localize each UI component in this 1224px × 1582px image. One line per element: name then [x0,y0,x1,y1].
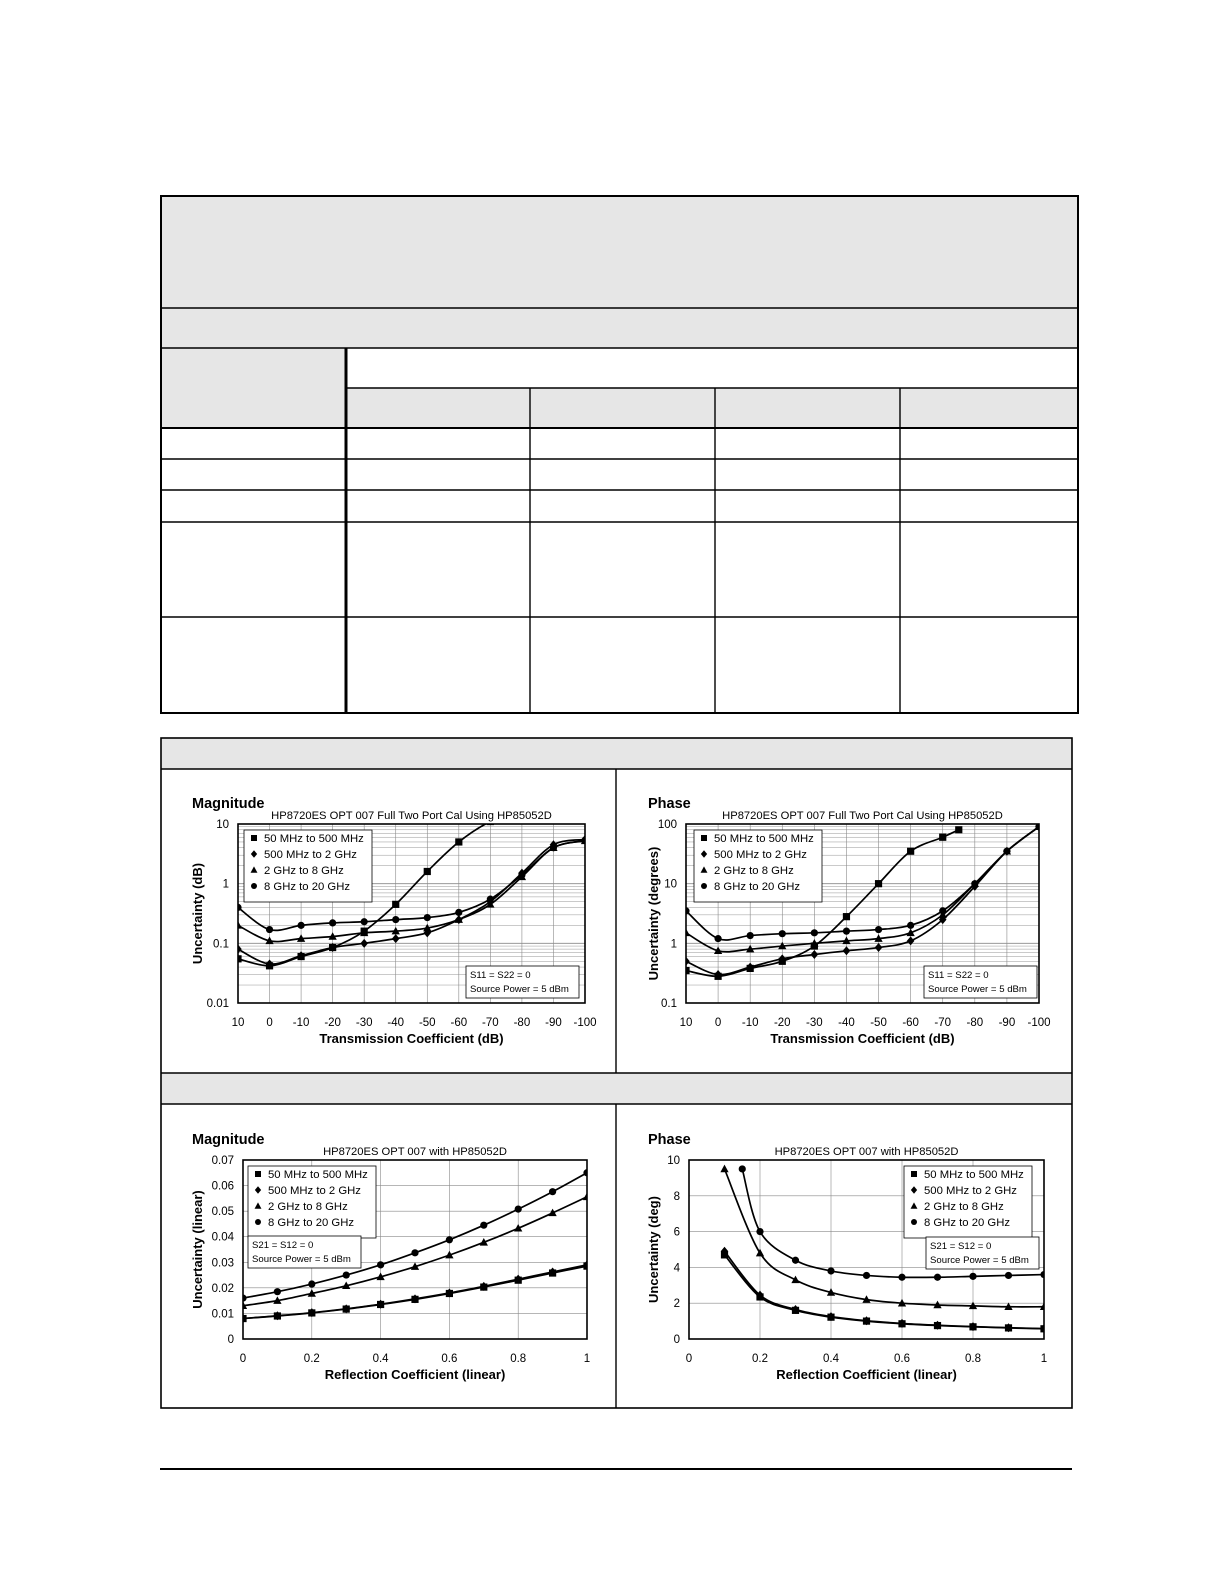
data-point [361,918,368,925]
x-tick-label: -50 [870,1017,887,1029]
legend [694,830,822,902]
annotation [466,966,579,998]
annotation-text: S11 = S22 = 0 [470,970,531,981]
chart-phase-transmission [642,790,1062,1065]
data-point [779,930,786,937]
legend-label: 500 MHz to 2 GHz [924,1185,1017,1197]
legend-label: 8 GHz to 20 GHz [268,1217,355,1229]
x-tick-label: -50 [418,1017,436,1029]
x-tick-label: -100 [573,1017,597,1029]
data-point [424,914,431,921]
x-tick-label: -70 [934,1017,952,1029]
x-tick-label: 0 [714,1017,722,1029]
chart-phase-reflection [642,1126,1062,1401]
data-point [1035,823,1042,830]
footer-rule [160,1468,1072,1470]
chart-panel-label: Phase [648,796,691,812]
y-tick-label: 0.02 [211,1282,234,1295]
legend [244,830,372,902]
legend-marker [255,1171,261,1177]
x-axis-label: Transmission Coefficient (dB) [770,1031,955,1046]
x-tick-label: 0 [266,1017,273,1029]
data-point [297,922,304,929]
x-tick-label: -60 [450,1017,468,1029]
x-tick-label: -60 [902,1017,919,1029]
data-point [714,935,721,942]
data-point [843,928,850,935]
data-point [907,848,914,855]
data-point [939,834,946,841]
data-point [343,1271,350,1278]
annotation-text: Source Power = 5 dBm [252,1254,351,1265]
data-point [392,901,399,908]
data-point [329,919,336,926]
data-point [1003,848,1010,855]
data-point [682,907,689,914]
data-point [424,868,431,875]
chart-panel-label: Phase [648,1132,691,1148]
legend-label: 50 MHz to 500 MHz [264,833,364,845]
y-tick-label: 1 [670,938,677,951]
x-tick-label: -40 [838,1017,855,1029]
panel-header-band-top [161,738,1072,769]
data-point [455,838,462,845]
y-tick-label: 6 [673,1226,680,1239]
y-tick-label: 0 [673,1334,680,1346]
legend [904,1166,1032,1238]
y-axis-label: Uncertainty (deg) [646,1196,661,1303]
data-point [308,1280,315,1287]
legend-marker [251,883,257,889]
x-tick-label: -20 [773,1017,791,1029]
x-axis-label: Transmission Coefficient (dB) [319,1031,504,1046]
data-point [1040,1271,1047,1278]
data-point [955,826,962,833]
x-tick-label: 0.6 [441,1353,458,1365]
y-tick-label: 10 [664,878,677,891]
legend-label: 8 GHz to 20 GHz [924,1217,1011,1229]
y-tick-label: 4 [673,1262,680,1275]
data-point [827,1267,834,1274]
x-tick-label: 0.4 [823,1353,839,1365]
data-point [747,932,754,939]
legend-label: 500 MHz to 2 GHz [264,849,357,861]
y-tick-label: 0.07 [211,1155,234,1167]
x-axis-label: Reflection Coefficient (linear) [776,1367,957,1382]
legend-label: 8 GHz to 20 GHz [264,881,351,893]
table-column-header-cells [346,388,1078,428]
x-tick-label: -10 [741,1017,759,1029]
legend-marker [255,1219,261,1225]
data-point [550,802,557,809]
x-tick-label: -70 [482,1017,499,1029]
data-point [377,1261,384,1268]
data-point [843,913,850,920]
chart-panel-label: Magnitude [192,1132,265,1148]
annotation [924,966,1037,998]
data-point [480,1222,487,1229]
annotation-text: S11 = S22 = 0 [928,970,989,981]
x-axis-label: Reflection Coefficient (linear) [324,1367,506,1382]
legend-label: 50 MHz to 500 MHz [714,833,814,845]
data-point [411,1249,418,1256]
table-row-header-cell [161,348,346,428]
y-tick-label: 10 [667,1155,680,1167]
data-point [518,871,525,878]
chart-title: HP8720ES OPT 007 with HP85052D [774,1146,959,1158]
x-tick-label: 10 [679,1017,693,1029]
data-point [792,1257,799,1264]
y-axis-label: Uncertainty (degrees) [646,846,661,981]
data-point [550,844,557,851]
x-tick-label: -30 [806,1017,823,1029]
legend-label: 2 GHz to 8 GHz [924,1201,1004,1213]
annotation-text: Source Power = 5 dBm [470,984,569,995]
y-tick-label: 0.01 [211,1308,234,1321]
x-tick-label: 0.8 [965,1353,981,1365]
x-tick-label: -40 [387,1017,405,1029]
y-tick-label: 0.05 [211,1206,234,1219]
annotation [926,1237,1039,1269]
legend-marker [911,1219,917,1225]
data-point [234,955,241,962]
data-point [234,904,241,911]
x-tick-label: -90 [545,1017,562,1029]
annotation-text: S21 = S12 = 0 [930,1241,992,1252]
specification-table [160,195,1079,715]
x-tick-label: -30 [355,1017,373,1029]
chart-magnitude-reflection [186,1126,606,1401]
y-axis-label: Uncertainty (linear) [190,1190,205,1309]
legend-marker [701,883,707,889]
x-tick-label: 1 [583,1353,591,1365]
x-tick-label: 0 [685,1353,693,1365]
data-point [939,907,946,914]
y-tick-label: 1 [222,878,229,891]
data-point [739,1165,746,1172]
legend-label: 500 MHz to 2 GHz [268,1185,361,1197]
y-tick-label: 0.1 [661,998,677,1010]
y-axis-label: Uncertainty (dB) [190,862,205,965]
legend-label: 2 GHz to 8 GHz [264,865,344,877]
y-tick-label: 0.04 [211,1231,234,1244]
y-tick-label: 0.01 [206,998,229,1010]
x-tick-label: 0.6 [894,1353,910,1365]
y-tick-label: 0 [227,1334,234,1346]
data-point [934,1274,941,1281]
legend-marker [701,835,707,841]
x-tick-label: 0 [239,1353,247,1365]
legend-label: 2 GHz to 8 GHz [268,1201,348,1213]
legend-marker [911,1171,917,1177]
data-point [266,926,273,933]
x-tick-label: 0.2 [752,1353,768,1365]
annotation-text: S21 = S12 = 0 [252,1240,314,1251]
y-tick-label: 0.03 [211,1257,234,1270]
x-tick-label: -20 [324,1017,341,1029]
data-point [274,1288,281,1295]
annotation-text: Source Power = 5 dBm [928,984,1027,995]
x-tick-label: -10 [292,1017,310,1029]
x-tick-label: 0.8 [510,1353,527,1365]
data-point [549,1188,556,1195]
y-tick-label: 2 [673,1298,680,1311]
table-header-band [161,196,1078,348]
legend-label: 2 GHz to 8 GHz [714,865,794,877]
data-point [811,929,818,936]
y-tick-label: 0.06 [211,1180,234,1193]
y-tick-label: 10 [216,819,229,831]
chart-panel-label: Magnitude [192,796,265,812]
data-point [239,1294,246,1301]
data-point [863,1272,870,1279]
x-tick-label: -80 [966,1017,984,1029]
x-tick-label: 0.4 [372,1353,389,1365]
data-point [875,926,882,933]
data-point [392,916,399,923]
chart-title: HP8720ES OPT 007 Full Two Port Cal Using HP85052D [722,810,1003,822]
chart-title: HP8720ES OPT 007 Full Two Port Cal Using HP85052D [271,810,552,822]
annotation-text: Source Power = 5 dBm [930,1255,1029,1266]
x-tick-label: 10 [231,1017,245,1029]
x-tick-label: -100 [1027,1017,1051,1029]
legend-label: 500 MHz to 2 GHz [714,849,807,861]
panel-header-band-middle [161,1073,1072,1104]
legend-marker [251,835,257,841]
x-tick-label: -80 [513,1017,531,1029]
data-point [875,880,882,887]
annotation [248,1236,361,1268]
data-point [487,896,494,903]
x-tick-label: 1 [1040,1353,1048,1365]
data-point [971,880,978,887]
data-point [515,1205,522,1212]
data-point [455,909,462,916]
legend [248,1166,376,1238]
legend-label: 50 MHz to 500 MHz [924,1169,1024,1181]
legend-label: 50 MHz to 500 MHz [268,1169,368,1181]
data-point [898,1274,905,1281]
y-tick-label: 100 [657,819,677,831]
chart-magnitude-transmission [186,790,606,1065]
data-point [1005,1272,1012,1279]
x-tick-label: -90 [998,1017,1016,1029]
data-point [907,922,914,929]
chart-title: HP8720ES OPT 007 with HP85052D [323,1146,507,1158]
legend-label: 8 GHz to 20 GHz [714,881,801,893]
data-point [682,967,689,974]
data-point [446,1236,453,1243]
data-point [581,837,588,844]
data-point [756,1228,763,1235]
y-tick-label: 8 [673,1190,680,1203]
x-tick-label: 0.2 [303,1353,320,1365]
y-tick-label: 0.1 [213,938,229,951]
data-point [583,1169,590,1176]
data-point [969,1273,976,1280]
